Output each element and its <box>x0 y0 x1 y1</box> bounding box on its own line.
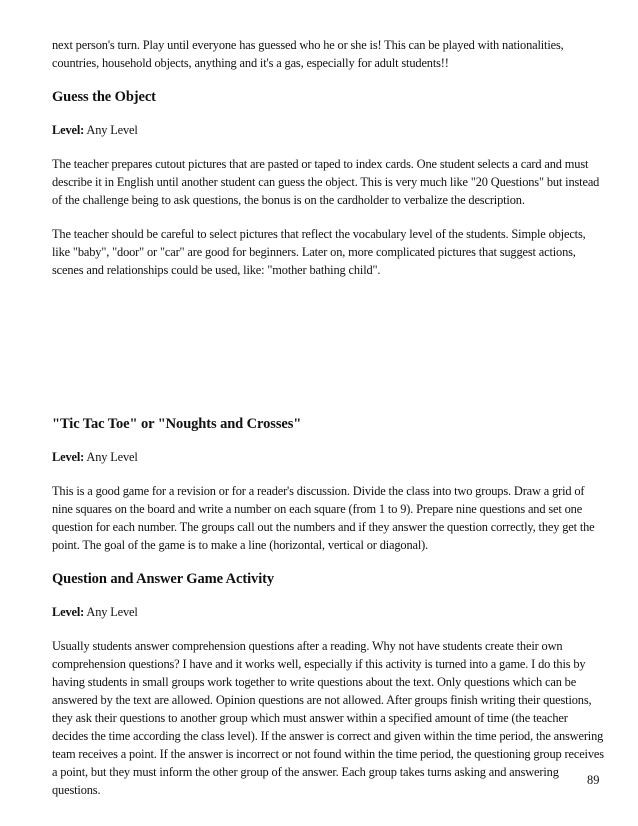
page-number: 89 <box>587 773 600 787</box>
body-paragraph: Usually students answer comprehension questions after a reading. Why not have students create their own comprehension questions? I have and it works well, especially if this activity is turned into a game. I do this by having students in small groups work together to write questions about the text. Only questions which can be answered by the text are allowed. Opinion questions are not allowed. After groups finish writing their questions, they ask their questions to another group which must answer within a specified amount of time (the teacher decides the time according the class level). If the answer is correct and given within the time period, the answering team receives a point. If the answer is incorrect or not found within the time period, the questioning group receives a point, but they must inform the other group of the answer. Each group takes turns asking and answering questions. <box>52 639 604 797</box>
level-value: Any Level <box>86 450 138 464</box>
blank-space <box>52 295 604 415</box>
level-value: Any Level <box>86 123 138 137</box>
level-line <box>52 121 604 139</box>
section-heading-tic-tac-toe: "Tic Tac Toe" or "Noughts and Crosses" <box>52 416 302 432</box>
level-value: Any Level <box>86 605 138 619</box>
body-paragraph: The teacher should be careful to select pictures that reflect the vocabulary level of the students. Simple objects, like "baby", "door" or "car" are good for beginners. Later on, more complicated pictures that suggest actions, scenes and relationships could be used, like: "mother bathing child". <box>52 227 586 277</box>
level-label: Level: <box>52 450 85 464</box>
level-label: Level: <box>52 605 85 619</box>
section-heading-question-and-answer: Question and Answer Game Activity <box>52 571 274 587</box>
body-paragraph: This is a good game for a revision or for a reader's discussion. Divide the class into two groups. Draw a grid of nine squares on the board and write a number on each square (from 1 to 9). Prepare nine questions and set one question for each number. The groups call out the numbers and if they answer the question correctly, they get the point. The goal of the game is to make a line (horizontal, vertical or diagonal). <box>52 484 595 552</box>
level-line <box>52 603 604 621</box>
level-line <box>52 448 604 466</box>
section-heading-guess-the-object: Guess the Object <box>52 89 156 105</box>
page-content <box>52 36 604 815</box>
level-label: Level: <box>52 123 85 137</box>
body-paragraph: The teacher prepares cutout pictures that are pasted or taped to index cards. One student selects a card and must describe it in English until another student can guess the object. This is very much like "20 Questions" but instead of the challenge being to ask questions, the bonus is on the cardholder to verbalize the description. <box>52 157 600 207</box>
intro-paragraph: next person's turn. Play until everyone has guessed who he or she is! This can be played with nationalities, countries, household objects, anything and it's a gas, especially for adult students!! <box>52 38 564 70</box>
